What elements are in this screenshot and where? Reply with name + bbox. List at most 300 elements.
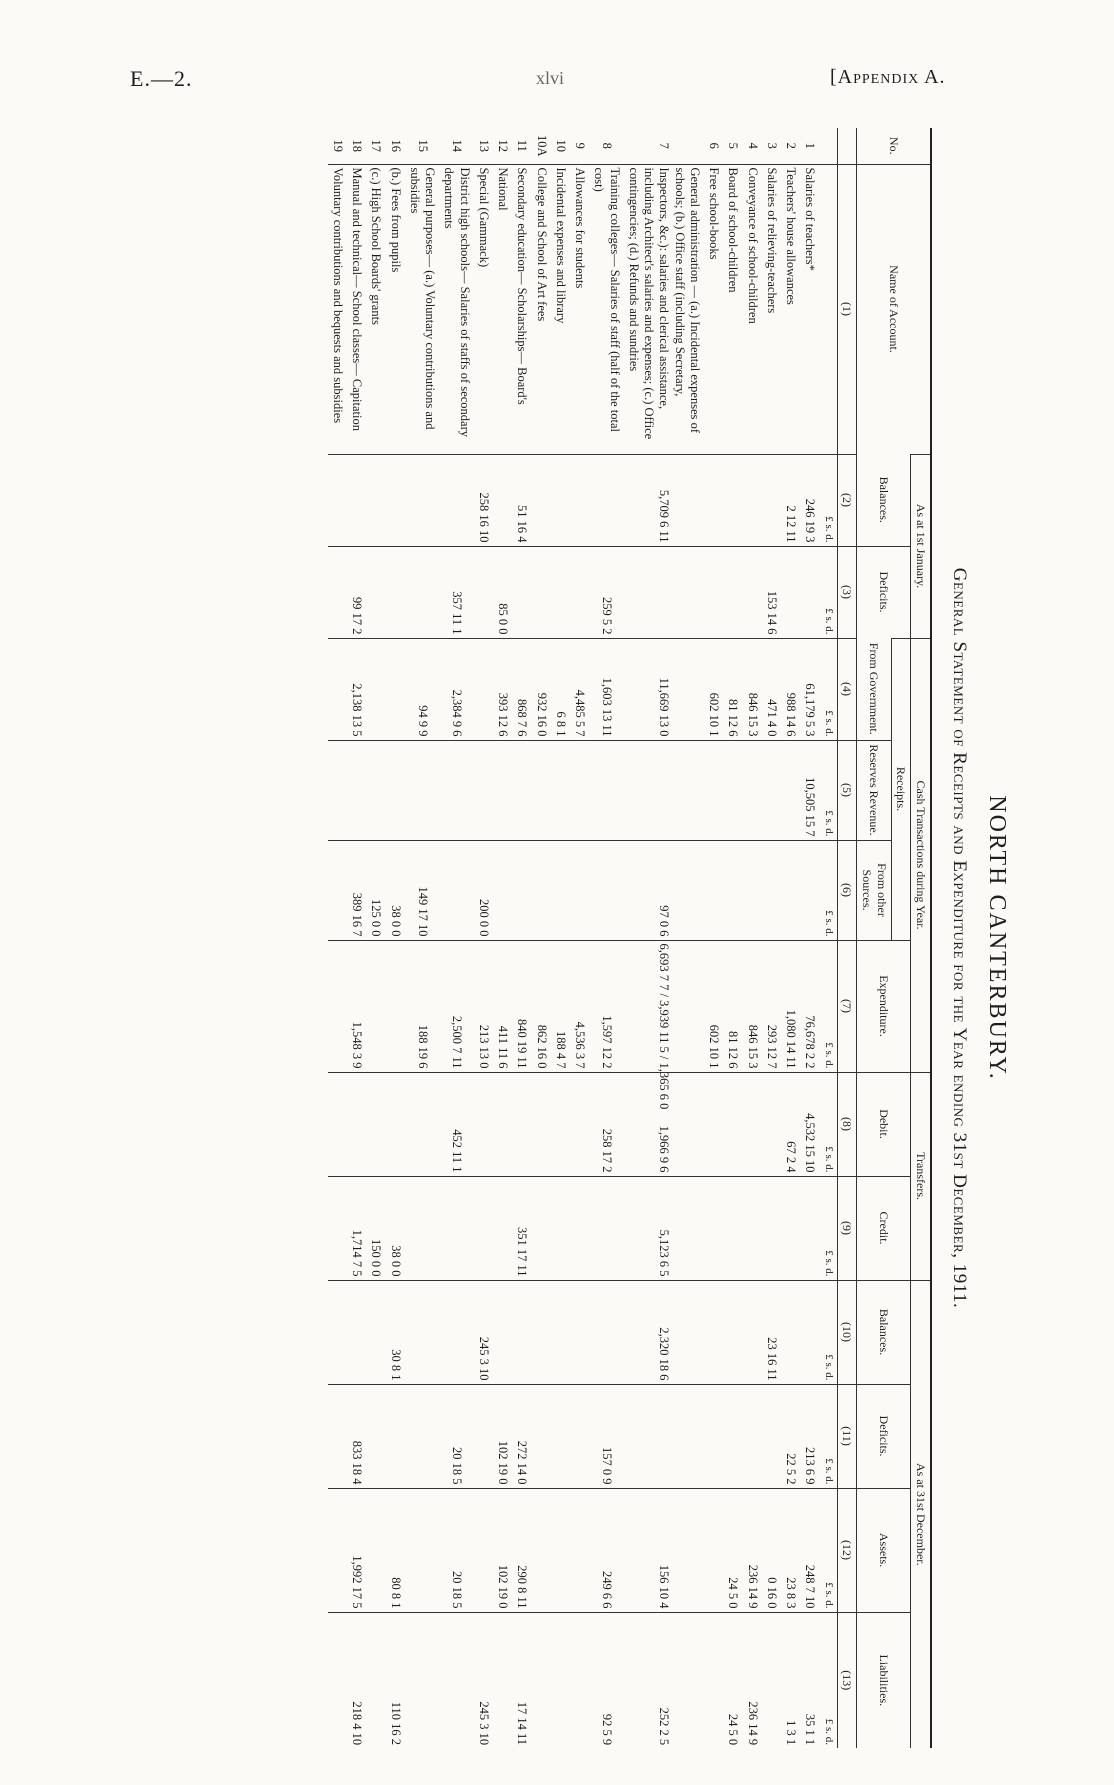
amount-cell-c7: 1,548 3 9	[347, 940, 366, 1072]
amount-cell-c4: 94 9 9	[405, 638, 440, 740]
amount-cell-c8	[723, 1072, 742, 1176]
amount-cell-c3	[474, 546, 493, 638]
amount-cell-c10	[405, 1280, 440, 1384]
table-row	[474, 128, 493, 1748]
amount-cell-c4: 6 8 1	[551, 638, 570, 740]
units-cell: £ s. d.	[819, 1488, 837, 1612]
col-expenditure: Expenditure.	[857, 940, 911, 1072]
amount-cell-c12: 156 10 4	[624, 1488, 704, 1612]
account-name: Board of school-children	[723, 164, 742, 454]
col-reserves-revenue: Reserves Revenue.	[857, 740, 891, 840]
account-name: District high schools— Salaries of staffs of secondary departments	[439, 164, 474, 454]
amount-cell-c2	[493, 454, 512, 546]
amount-cell-c9: 150 0 0	[366, 1176, 385, 1280]
col-balances-jan: Balances.	[857, 454, 911, 546]
amount-cell-c11	[704, 1384, 723, 1488]
amount-cell-c12	[328, 1488, 347, 1612]
amount-cell-c4: 11,669 13 0	[624, 638, 704, 740]
amount-cell-c11: 213 6 9	[800, 1384, 819, 1488]
row-number: 4	[745, 142, 760, 149]
account-name: Salaries of relieving-teachers	[762, 164, 781, 454]
amount-cell-c12: 0 16 0	[762, 1488, 781, 1612]
col-credit: Credit.	[857, 1176, 911, 1280]
amount-cell-c8	[704, 1072, 723, 1176]
amount-cell-c10: 30 8 1	[385, 1280, 404, 1384]
amount-cell-c13: 24 5 0	[723, 1612, 742, 1748]
amount-cell-c11	[742, 1384, 761, 1488]
amount-cell-c7: 862 16 0	[531, 940, 550, 1072]
amount-cell-c3	[385, 546, 404, 638]
amount-cell-c8	[405, 1072, 440, 1176]
amount-cell-c8	[742, 1072, 761, 1176]
column-number: (9)	[837, 1176, 857, 1280]
amount-cell-c5	[405, 740, 440, 840]
amount-cell-c3	[723, 546, 742, 638]
amount-cell-c10	[366, 1280, 385, 1384]
amount-cell-c10: 245 3 10	[474, 1280, 493, 1384]
column-number: (8)	[837, 1072, 857, 1176]
amount-cell-c11: 157 0 9	[589, 1384, 624, 1488]
amount-cell-c4	[474, 638, 493, 740]
amount-cell-c8: 452 11 1	[439, 1072, 474, 1176]
amount-cell-c11	[531, 1384, 550, 1488]
amount-cell-c2: 258 16 10	[474, 454, 493, 546]
amount-cell-c5: 10,505 15 7	[800, 740, 819, 840]
account-name: Manual and technical— School classes— Capitation	[347, 164, 366, 454]
amount-cell-c11: 22 5 2	[781, 1384, 800, 1488]
amount-cell-c5	[551, 740, 570, 840]
account-name: (c.) High School Boards' grants	[366, 164, 385, 454]
amount-cell-c5	[493, 740, 512, 840]
units-cell: £ s. d.	[819, 1384, 837, 1488]
amount-cell-c11: 102 19 0	[493, 1384, 512, 1488]
column-number: (12)	[837, 1488, 857, 1612]
table-row	[624, 128, 704, 1748]
amount-cell-c9	[800, 1176, 819, 1280]
amount-cell-c5	[762, 740, 781, 840]
row-number: 14	[450, 139, 465, 152]
amount-cell-c6	[570, 840, 589, 940]
amount-cell-c6	[439, 840, 474, 940]
amount-cell-c8	[551, 1072, 570, 1176]
amount-cell-c11	[366, 1384, 385, 1488]
table-row	[800, 128, 819, 1748]
row-number: 6	[707, 142, 722, 149]
header-appendix: [Appendix A.	[830, 66, 946, 88]
group-receipts: Receipts.	[891, 638, 911, 940]
statement-table	[328, 128, 932, 1748]
amount-cell-c7: 1,080 14 11	[781, 940, 800, 1072]
amount-cell-c5	[589, 740, 624, 840]
amount-cell-c4	[328, 638, 347, 740]
amount-cell-c4: 1,603 13 11	[589, 638, 624, 740]
amount-cell-c4: 393 12 6	[493, 638, 512, 740]
amount-cell-c2	[385, 454, 404, 546]
row-number: 15	[415, 139, 430, 152]
amount-cell-c2: 2 12 11	[781, 454, 800, 546]
amount-cell-c3	[328, 546, 347, 638]
column-number: (10)	[837, 1280, 857, 1384]
header-page-number: xlvi	[536, 68, 565, 88]
amount-cell-c9	[551, 1176, 570, 1280]
amount-cell-c9	[405, 1176, 440, 1280]
amount-cell-c5	[328, 740, 347, 840]
table-row	[723, 128, 742, 1748]
column-number: (5)	[837, 740, 857, 840]
amount-cell-c4: 988 14 6	[781, 638, 800, 740]
table-row	[439, 128, 474, 1748]
table-row	[742, 128, 761, 1748]
statement-title: NORTH CANTERBURY.	[984, 795, 1010, 1081]
amount-cell-c5	[624, 740, 704, 840]
column-number-row	[837, 128, 857, 1748]
amount-cell-c9: 5,123 6 5	[624, 1176, 704, 1280]
amount-cell-c5	[781, 740, 800, 840]
amount-cell-c4: 471 4 0	[762, 638, 781, 740]
units-cell: £ s. d.	[819, 1280, 837, 1384]
amount-cell-c4: 61,179 5 3	[800, 638, 819, 740]
amount-cell-c3	[624, 546, 704, 638]
amount-cell-c6: 149 17 10	[405, 840, 440, 940]
amount-cell-c8	[385, 1072, 404, 1176]
amount-cell-c4	[385, 638, 404, 740]
table-row	[570, 128, 589, 1748]
amount-cell-c6	[531, 840, 550, 940]
amount-cell-c4	[366, 638, 385, 740]
amount-cell-c7: 188 4 7	[551, 940, 570, 1072]
amount-cell-c10	[531, 1280, 550, 1384]
amount-cell-c13	[328, 1612, 347, 1748]
row-number: 2	[784, 142, 799, 149]
amount-cell-c11: 272 14 0	[512, 1384, 531, 1488]
amount-cell-c7: 213 13 0	[474, 940, 493, 1072]
group-cash: Cash Transactions during Year.	[911, 638, 931, 1072]
row-number: 1	[803, 142, 818, 149]
col-name: Name of Account.	[857, 164, 931, 454]
amount-cell-c12	[704, 1488, 723, 1612]
row-number: 13	[476, 139, 491, 152]
account-name: Conveyance of school-children	[742, 164, 761, 454]
amount-cell-c6	[800, 840, 819, 940]
amount-cell-c5	[439, 740, 474, 840]
amount-cell-c13: 236 14 9	[742, 1612, 761, 1748]
account-name: College and School of Art fees	[531, 164, 550, 454]
table-row	[493, 128, 512, 1748]
table-row	[385, 128, 404, 1748]
amount-cell-c5	[742, 740, 761, 840]
amount-cell-c10: 23 16 11	[762, 1280, 781, 1384]
amount-cell-c8: 4,532 15 10	[800, 1072, 819, 1176]
amount-cell-c2	[531, 454, 550, 546]
units-cell: £ s. d.	[819, 840, 837, 940]
statement-sheet	[140, 118, 1010, 1758]
amount-cell-c6	[723, 840, 742, 940]
amount-cell-c13	[493, 1612, 512, 1748]
amount-cell-c3	[704, 546, 723, 638]
amount-cell-c3	[800, 546, 819, 638]
account-name: Free school-books	[704, 164, 723, 454]
amount-cell-c13	[439, 1612, 474, 1748]
col-from-government: From Government.	[857, 638, 891, 740]
amount-cell-c10	[328, 1280, 347, 1384]
amount-cell-c10	[723, 1280, 742, 1384]
amount-cell-c8	[328, 1072, 347, 1176]
amount-cell-c11	[570, 1384, 589, 1488]
amount-cell-c6: 200 0 0	[474, 840, 493, 940]
amount-cell-c9	[531, 1176, 550, 1280]
amount-cell-c8	[347, 1072, 366, 1176]
amount-cell-c6	[742, 840, 761, 940]
group-jan: As at 1st January.	[911, 454, 931, 638]
amount-cell-c5	[531, 740, 550, 840]
amount-cell-c13: 35 1 1	[800, 1612, 819, 1748]
amount-cell-c13: 92 5 9	[589, 1612, 624, 1748]
amount-cell-c9	[762, 1176, 781, 1280]
amount-cell-c3	[366, 546, 385, 638]
amount-cell-c4: 602 10 1	[704, 638, 723, 740]
amount-cell-c10	[551, 1280, 570, 1384]
amount-cell-c4: 81 12 6	[723, 638, 742, 740]
statement-body	[328, 128, 838, 1748]
table-row	[551, 128, 570, 1748]
amount-cell-c11	[405, 1384, 440, 1488]
amount-cell-c9	[589, 1176, 624, 1280]
row-number: 10A	[534, 134, 549, 157]
row-number: 7	[657, 142, 672, 149]
amount-cell-c13	[704, 1612, 723, 1748]
amount-cell-c7: 2,500 7 11	[439, 940, 474, 1072]
row-number: 16	[388, 139, 403, 152]
amount-cell-c4: 2,384 9 6	[439, 638, 474, 740]
amount-cell-c12: 23 8 3	[781, 1488, 800, 1612]
amount-cell-c4: 846 15 3	[742, 638, 761, 740]
amount-cell-c12	[531, 1488, 550, 1612]
amount-cell-c13: 218 4 10	[347, 1612, 366, 1748]
amount-cell-c11	[551, 1384, 570, 1488]
units-cell: £ s. d.	[819, 546, 837, 638]
amount-cell-c3	[531, 546, 550, 638]
amount-cell-c8	[531, 1072, 550, 1176]
group-transfers: Transfers.	[911, 1072, 931, 1280]
amount-cell-c6	[493, 840, 512, 940]
amount-cell-c2	[704, 454, 723, 546]
statement-subtitle: General Statement of Receipts and Expenditure for the Year ending 31st December, 1911.	[949, 567, 970, 1309]
amount-cell-c10	[347, 1280, 366, 1384]
column-number: (4)	[837, 638, 857, 740]
amount-cell-c11	[723, 1384, 742, 1488]
amount-cell-c13	[570, 1612, 589, 1748]
amount-cell-c13: 110 16 2	[385, 1612, 404, 1748]
amount-cell-c12: 24 5 0	[723, 1488, 742, 1612]
amount-cell-c7: 81 12 6	[723, 940, 742, 1072]
amount-cell-c6	[328, 840, 347, 940]
amount-cell-c2	[570, 454, 589, 546]
amount-cell-c2	[762, 454, 781, 546]
amount-cell-c9	[570, 1176, 589, 1280]
amount-cell-c5	[366, 740, 385, 840]
amount-cell-c4: 932 16 0	[531, 638, 550, 740]
units-cell: £ s. d.	[819, 1072, 837, 1176]
amount-cell-c7	[385, 940, 404, 1072]
amount-cell-c12: 1,992 17 5	[347, 1488, 366, 1612]
amount-cell-c12: 20 18 5	[439, 1488, 474, 1612]
table-row	[405, 128, 440, 1748]
amount-cell-c2: 51 16 4	[512, 454, 531, 546]
amount-cell-c10	[512, 1280, 531, 1384]
units-cell: £ s. d.	[819, 940, 837, 1072]
amount-cell-c6	[704, 840, 723, 940]
column-number: (3)	[837, 546, 857, 638]
row-number: 3	[764, 142, 779, 149]
account-name: General administration — (a.) Incidental expenses of schools; (b.) Office staff (including Secretary, Inspectors, &c.): salaries and clerical assistance, including Architect's salaries and expenses; (c.) Office contingencies; (d.) Refunds and sundries	[624, 164, 704, 454]
row-number: 12	[496, 139, 511, 152]
column-number: (7)	[837, 940, 857, 1072]
amount-cell-c9	[439, 1176, 474, 1280]
account-name: Incidental expenses and library	[551, 164, 570, 454]
account-name: Secondary education— Scholarships— Board's	[512, 164, 531, 454]
amount-cell-c3	[512, 546, 531, 638]
table-row	[366, 128, 385, 1748]
amount-cell-c7: 4,536 3 7	[570, 940, 589, 1072]
amount-cell-c13	[531, 1612, 550, 1748]
amount-cell-c3: 153 14 6	[762, 546, 781, 638]
account-name: Special (Gammack)	[474, 164, 493, 454]
amount-cell-c12: 249 6 6	[589, 1488, 624, 1612]
table-row	[589, 128, 624, 1748]
amount-cell-c7	[366, 940, 385, 1072]
amount-cell-c8	[570, 1072, 589, 1176]
amount-cell-c7: 840 19 11	[512, 940, 531, 1072]
amount-cell-c6	[512, 840, 531, 940]
amount-cell-c10: 2,320 18 6	[624, 1280, 704, 1384]
amount-cell-c8	[493, 1072, 512, 1176]
amount-cell-c12: 248 7 10	[800, 1488, 819, 1612]
amount-cell-c13	[366, 1612, 385, 1748]
amount-cell-c4: 4,485 5 7	[570, 638, 589, 740]
header-report-code: E.—2.	[130, 66, 193, 91]
amount-cell-c7: 293 12 7	[762, 940, 781, 1072]
amount-cell-c5	[570, 740, 589, 840]
table-row	[762, 128, 781, 1748]
amount-cell-c13: 1 3 1	[781, 1612, 800, 1748]
units-cell: £ s. d.	[819, 1612, 837, 1748]
amount-cell-c5	[347, 740, 366, 840]
account-name: (b.) Fees from pupils	[385, 164, 404, 454]
amount-cell-c2	[347, 454, 366, 546]
amount-cell-c3: 259 5 2	[589, 546, 624, 638]
amount-cell-c6	[589, 840, 624, 940]
amount-cell-c9	[781, 1176, 800, 1280]
amount-cell-c7: 602 10 1	[704, 940, 723, 1072]
amount-cell-c5	[704, 740, 723, 840]
amount-cell-c9	[474, 1176, 493, 1280]
account-name: Teachers' house allowances	[781, 164, 800, 454]
amount-cell-c13: 17 14 11	[512, 1612, 531, 1748]
col-other-sources: From other Sources.	[857, 840, 891, 940]
amount-cell-c13: 252 2 5	[624, 1612, 704, 1748]
amount-cell-c10	[704, 1280, 723, 1384]
column-number: (1)	[837, 164, 857, 454]
col-assets: Assets.	[857, 1488, 911, 1612]
amount-cell-c11	[385, 1384, 404, 1488]
amount-cell-c5	[474, 740, 493, 840]
row-number: 5	[726, 142, 741, 149]
amount-cell-c12: 102 19 0	[493, 1488, 512, 1612]
table-row	[328, 128, 347, 1748]
amount-cell-c8: 258 17 2	[589, 1072, 624, 1176]
units-cell: £ s. d.	[819, 740, 837, 840]
col-balances-dec: Balances.	[857, 1280, 911, 1384]
units-cell: £ s. d.	[819, 638, 837, 740]
amount-cell-c11	[474, 1384, 493, 1488]
amount-cell-c10	[493, 1280, 512, 1384]
row-number: 9	[573, 142, 588, 149]
column-number: (11)	[837, 1384, 857, 1488]
amount-cell-c10	[742, 1280, 761, 1384]
amount-cell-c7: 411 11 6	[493, 940, 512, 1072]
amount-cell-c3	[405, 546, 440, 638]
amount-cell-c6	[551, 840, 570, 940]
units-cell: £ s. d.	[819, 1176, 837, 1280]
amount-cell-c12	[366, 1488, 385, 1612]
row-number: 8	[600, 142, 615, 149]
amount-cell-c11	[762, 1384, 781, 1488]
amount-cell-c9	[704, 1176, 723, 1280]
amount-cell-c2: 5,709 6 11	[624, 454, 704, 546]
account-name: Salaries of teachers*	[800, 164, 819, 454]
account-name: National	[493, 164, 512, 454]
amount-cell-c7: 188 19 6	[405, 940, 440, 1072]
amount-cell-c6	[781, 840, 800, 940]
amount-cell-c5	[723, 740, 742, 840]
row-number: 19	[330, 139, 345, 152]
amount-cell-c8: 67 2 4	[781, 1072, 800, 1176]
row-number: 10	[553, 139, 568, 152]
table-row	[512, 128, 531, 1748]
account-name: Allowances for students	[570, 164, 589, 454]
amount-cell-c3	[551, 546, 570, 638]
amount-cell-c12: 80 8 1	[385, 1488, 404, 1612]
amount-cell-c10	[781, 1280, 800, 1384]
amount-cell-c8	[512, 1072, 531, 1176]
col-deficits-dec: Deficits.	[857, 1384, 911, 1488]
account-name: Voluntary contributions and bequests and subsidies	[328, 164, 347, 454]
amount-cell-c11	[328, 1384, 347, 1488]
amount-cell-c3: 357 11 1	[439, 546, 474, 638]
amount-cell-c2	[589, 454, 624, 546]
amount-cell-c8	[474, 1072, 493, 1176]
col-debit: Debit.	[857, 1072, 911, 1176]
row-number: 18	[350, 139, 365, 152]
amount-cell-c9	[723, 1176, 742, 1280]
amount-cell-c6: 389 16 7	[347, 840, 366, 940]
amount-cell-c10	[570, 1280, 589, 1384]
col-deficits-jan: Deficits.	[857, 546, 911, 638]
amount-cell-c6: 38 0 0	[385, 840, 404, 940]
account-name: General purposes— (a.) Voluntary contributions and subsidies	[405, 164, 440, 454]
group-dec: As at 31st December.	[911, 1280, 931, 1748]
amount-cell-c7: 6,693 7 7 / 3,939 11 5 / 1,365 6 0	[624, 940, 704, 1072]
colnum-blank	[837, 128, 857, 164]
amount-cell-c12: 236 14 9	[742, 1488, 761, 1612]
amount-cell-c8: 1,966 9 6	[624, 1072, 704, 1176]
amount-cell-c11: 20 18 5	[439, 1384, 474, 1488]
amount-cell-c5	[385, 740, 404, 840]
amount-cell-c12	[551, 1488, 570, 1612]
amount-cell-c8	[366, 1072, 385, 1176]
amount-cell-c13	[551, 1612, 570, 1748]
table-row	[531, 128, 550, 1748]
